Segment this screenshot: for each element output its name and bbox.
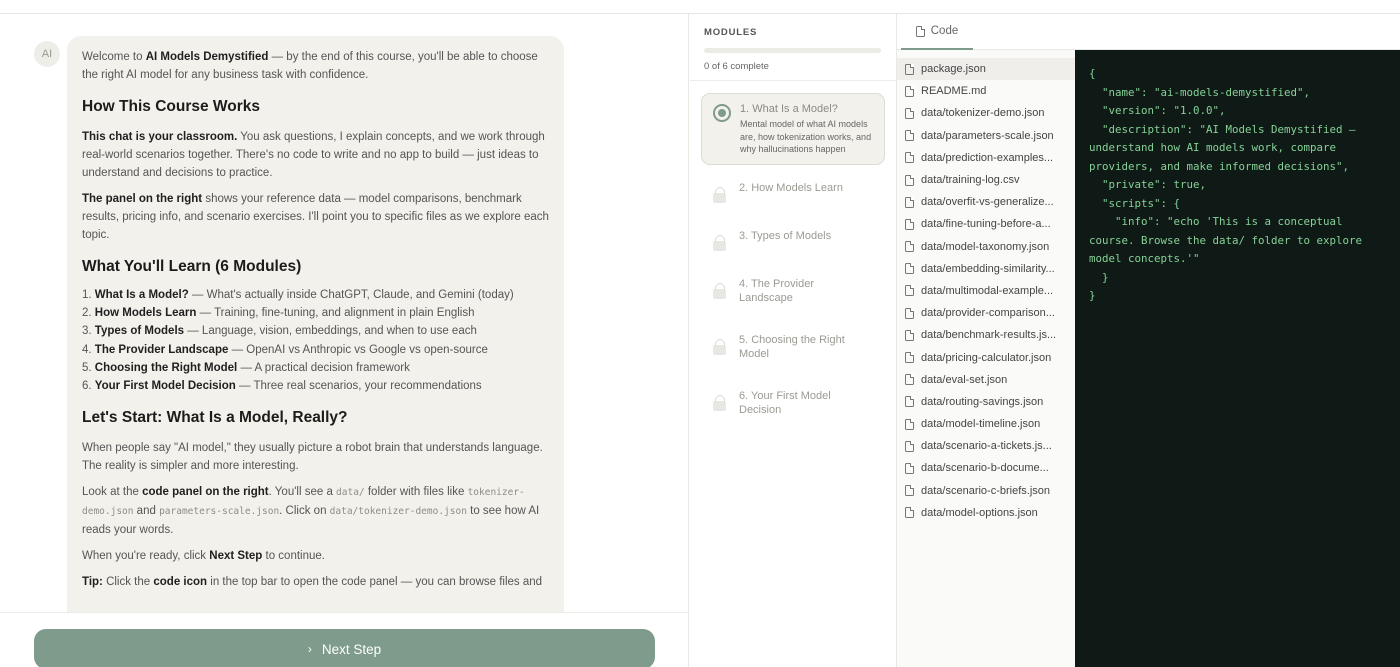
file-icon <box>905 396 914 407</box>
lock-icon <box>712 283 728 299</box>
file-tree-item[interactable]: data/scenario-c-briefs.json <box>897 480 1075 502</box>
modules-progress-bar <box>704 48 881 53</box>
file-icon <box>905 352 914 363</box>
modules-title: MODULES <box>704 27 758 38</box>
module-item-what-is-a-model[interactable]: 1. What Is a Model? Mental model of what AI models are, how tokenization works, and why hallucinations happen <box>701 93 885 165</box>
module-item-first-model-decision[interactable]: 6. Your First Model Decision <box>701 381 885 425</box>
current-module-icon <box>713 104 731 122</box>
file-tree-item[interactable]: README.md <box>897 80 1075 102</box>
file-tree-item[interactable]: data/provider-comparison... <box>897 302 1075 324</box>
lock-icon <box>712 235 728 251</box>
list-item: 6. Your First Model Decision — Three real scenarios, your recommendations <box>82 380 482 393</box>
lock-icon <box>712 339 728 355</box>
file-icon <box>905 285 914 296</box>
file-tree-item[interactable]: data/eval-set.json <box>897 369 1075 391</box>
intro-paragraph: Welcome to AI Models Demystified — by the end of this course, you'll be able to choose the right AI model for any business task with confidence. <box>82 51 538 81</box>
file-tree-item[interactable]: data/multimodal-example... <box>897 280 1075 302</box>
code-file-icon <box>916 26 925 37</box>
chevron-right-icon: › <box>307 642 312 656</box>
file-tree-item[interactable]: data/parameters-scale.json <box>897 125 1075 147</box>
file-tree-item[interactable]: data/routing-savings.json <box>897 391 1075 413</box>
model-intro-paragraph: When people say "AI model," they usually picture a robot brain that understands language. The reality is simpler and more interesting. <box>82 442 543 473</box>
file-icon <box>905 64 914 75</box>
module-item-choosing-right-model[interactable]: 5. Choosing the Right Model <box>701 325 885 369</box>
code-editor[interactable] <box>1075 50 1400 667</box>
file-tree-item[interactable]: data/fine-tuning-before-a... <box>897 213 1075 235</box>
list-item: 2. How Models Learn — Training, fine-tuning, and alignment in plain English <box>82 307 475 320</box>
file-icon <box>905 463 914 474</box>
file-tree <box>897 50 1075 667</box>
file-icon <box>905 241 914 252</box>
lock-icon <box>712 395 728 411</box>
modules-progress-text: 0 of 6 complete <box>704 61 769 72</box>
chat-panel <box>0 14 689 667</box>
file-icon <box>905 175 914 186</box>
file-icon <box>905 419 914 430</box>
panel-paragraph: The panel on the right shows your reference data — model comparisons, benchmark results, pricing info, and scenario exercises. I'll point you to specific files as we explore each topic. <box>82 193 549 241</box>
file-icon <box>905 330 914 341</box>
file-tree-item[interactable]: data/model-timeline.json <box>897 413 1075 435</box>
list-item: 5. Choosing the Right Model — A practical decision framework <box>82 361 410 374</box>
list-item: 3. Types of Models — Language, vision, embeddings, and when to use each <box>82 325 477 338</box>
file-tree-item[interactable]: data/model-options.json <box>897 502 1075 524</box>
file-icon <box>905 485 914 496</box>
file-icon <box>905 219 914 230</box>
file-tree-item[interactable]: package.json <box>897 58 1075 80</box>
file-icon <box>905 374 914 385</box>
file-tree-item[interactable]: data/overfit-vs-generalize... <box>897 191 1075 213</box>
file-icon <box>905 108 914 119</box>
code-panel <box>897 14 1400 667</box>
file-tree-item[interactable]: data/training-log.csv <box>897 169 1075 191</box>
lock-icon <box>712 187 728 203</box>
assistant-message <box>67 36 564 636</box>
next-step-button[interactable]: › Next Step <box>34 629 655 667</box>
file-icon <box>905 441 914 452</box>
file-tree-item[interactable]: data/prediction-examples... <box>897 147 1075 169</box>
chat-footer <box>0 612 689 667</box>
file-icon <box>905 86 914 97</box>
module-item-how-models-learn[interactable]: 2. How Models Learn <box>701 173 885 209</box>
modules-header <box>690 14 896 81</box>
file-tree-item[interactable]: data/scenario-a-tickets.js... <box>897 435 1075 457</box>
code-tab-bar <box>897 14 1400 50</box>
file-tree-item[interactable]: data/pricing-calculator.json <box>897 346 1075 368</box>
file-tree-item[interactable]: data/benchmark-results.js... <box>897 324 1075 346</box>
file-tree-item[interactable]: data/scenario-b-docume... <box>897 457 1075 479</box>
modules-panel <box>690 14 897 667</box>
top-bar <box>0 0 1400 14</box>
tab-code[interactable]: Code <box>901 14 973 50</box>
file-tree-item[interactable]: data/embedding-similarity... <box>897 258 1075 280</box>
module-item-types-of-models[interactable]: 3. Types of Models <box>701 221 885 257</box>
list-item: 1. What Is a Model? — What's actually inside ChatGPT, Claude, and Gemini (today) <box>82 289 514 301</box>
file-tree-item[interactable]: data/tokenizer-demo.json <box>897 102 1075 124</box>
file-icon <box>905 152 914 163</box>
editor-content: { "name": "ai-models-demystified", "version": "1.0.0", "description": "AI Models Demystified — understand how AI models work, compare providers, and make informed decisions", "private": true, "scripts": { "info": "echo 'This is a conceptual course. Browse the data/ folder to explore model concepts.'" } } <box>1089 67 1363 302</box>
file-icon <box>905 507 914 518</box>
file-icon <box>905 263 914 274</box>
module-list <box>690 81 896 441</box>
code-panel-paragraph: Look at the code panel on the right. You'll see a data/ folder with files like tokenizer-demo.json and parameters-scale.json. Click on data/tokenizer-demo.json to see how AI reads your words. <box>82 486 540 537</box>
tip-paragraph: Tip: Click the code icon in the top bar to open the code panel — you can browse files and <box>82 576 543 589</box>
heading-how-course-works: How This Course Works <box>82 98 260 115</box>
module-overview-list <box>82 286 549 395</box>
assistant-avatar: AI <box>34 41 60 67</box>
file-icon <box>905 130 914 141</box>
heading-what-youll-learn: What You'll Learn (6 Modules) <box>82 258 302 275</box>
classroom-paragraph: This chat is your classroom. You ask questions, I explain concepts, and we work through real-world scenarios together. There's no code to write and no app to build — just ideas to understand and decisions to practice. <box>82 131 545 179</box>
module-item-provider-landscape[interactable]: 4. The Provider Landscape <box>701 269 885 313</box>
file-tree-item[interactable]: data/model-taxonomy.json <box>897 236 1075 258</box>
file-icon <box>905 197 914 208</box>
heading-lets-start: Let's Start: What Is a Model, Really? <box>82 409 348 427</box>
file-icon <box>905 308 914 319</box>
next-step-paragraph: When you're ready, click Next Step to continue. <box>82 550 325 563</box>
list-item: 4. The Provider Landscape — OpenAI vs Anthropic vs Google vs open-source <box>82 343 488 356</box>
